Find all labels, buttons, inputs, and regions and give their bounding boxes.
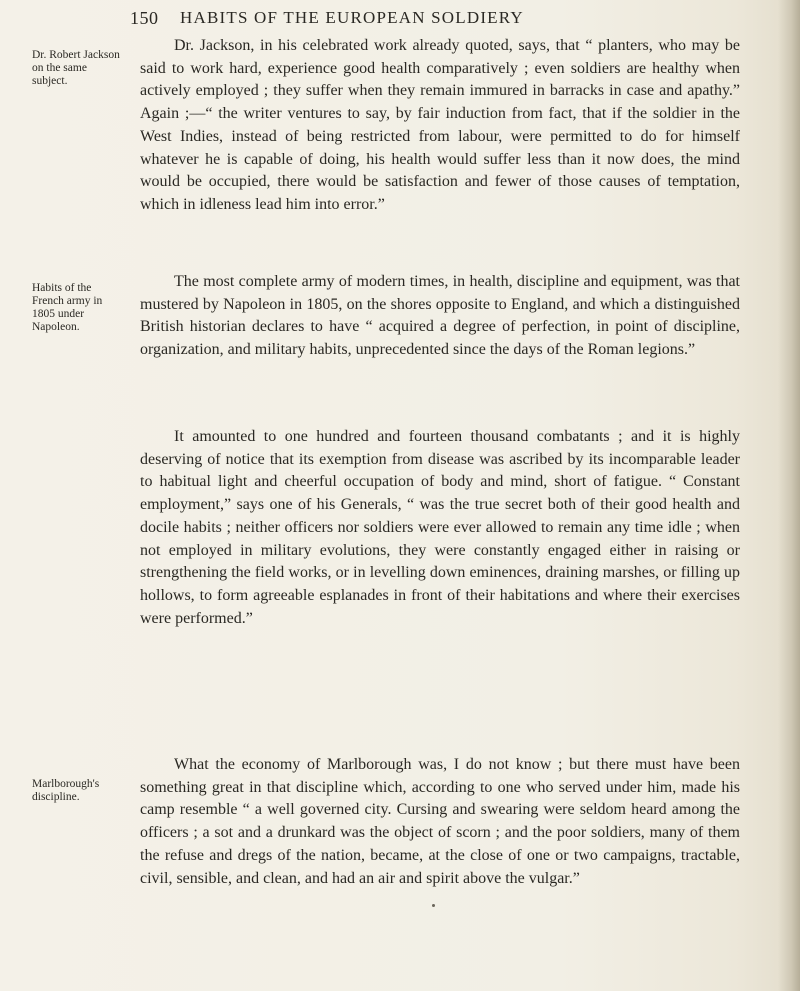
sidenote-jackson: Dr. Robert Jackson on the same subject.: [32, 49, 120, 87]
paragraph-jackson: Dr. Jackson, in his celebrated work already quoted, says, that “ planters, who may be said to work hard, experience good health comparatively ; even soldiers are healthy when actively employed ; they suffer when they remain immured in barracks in case and apathy.” Again ;—“ the writer ventures to say, by fair induction from fact, that if the soldier in the West Indies, instead of being restricted from labour, were permitted to do for himself whatever he is capable of doing, his health would suffer less than it now does, the mind would be occupied, there would be satisfaction and fewer of those causes of temptation, which in idleness lead him into error.”: [140, 37, 740, 213]
sidenote-marlborough: Marlborough's discipline.: [32, 778, 100, 803]
page-number: 150: [130, 8, 159, 28]
sidenote-french-army: Habits of the French army in 1805 under Napoleon.: [32, 282, 103, 333]
running-head: HABITS OF THE EUROPEAN SOLDIERY: [180, 8, 524, 27]
page-header: [120, 4, 740, 30]
paragraph-french-army: The most complete army of modern times, in health, discipline and equipment, was that mustered by Napoleon in 1805, on the shores opposite to England, and which a distinguished British historian declares to have “ acquired a degree of perfection, in point of discipline, organization, and military habits, unprecedented since the days of the Roman legions.”: [140, 273, 740, 359]
page-edge-shadow: [778, 0, 800, 991]
paragraph-marlborough: What the economy of Marlborough was, I do not know ; but there must have been something great in that discipline which, according to one who served under him, made his camp resemble “ a well governed city. Cursing and swearing were seldom heard among the officers ; a sot and a drunkard was the object of scorn ; and the poor soldiers, many of them the refuse and dregs of the nation, became, at the close of one or two campaigns, tractable, civil, sensible, and clean, and had an air and spirit above the vulgar.”: [140, 756, 740, 887]
paragraph-napoleon-employment: It amounted to one hundred and fourteen thousand combatants ; and it is highly deserving of notice that its exemption from disease was ascribed by its incomparable leader to habitual light and cheerful occupation of body and mind, short of fatigue. “ Constant employment,” says one of his Generals, “ was the true secret both of their good health and docile habits ; neither officers nor soldiers were ever allowed to remain any time idle ; when not employed in military evolutions, they were constantly engaged either in raising or strengthening the field works, or in levelling down eminences, draining marshes, or filling up hollows, to form agreeable esplanades in front of their habitations and where their exercises were performed.”: [140, 428, 740, 627]
page-mark: [432, 904, 435, 907]
